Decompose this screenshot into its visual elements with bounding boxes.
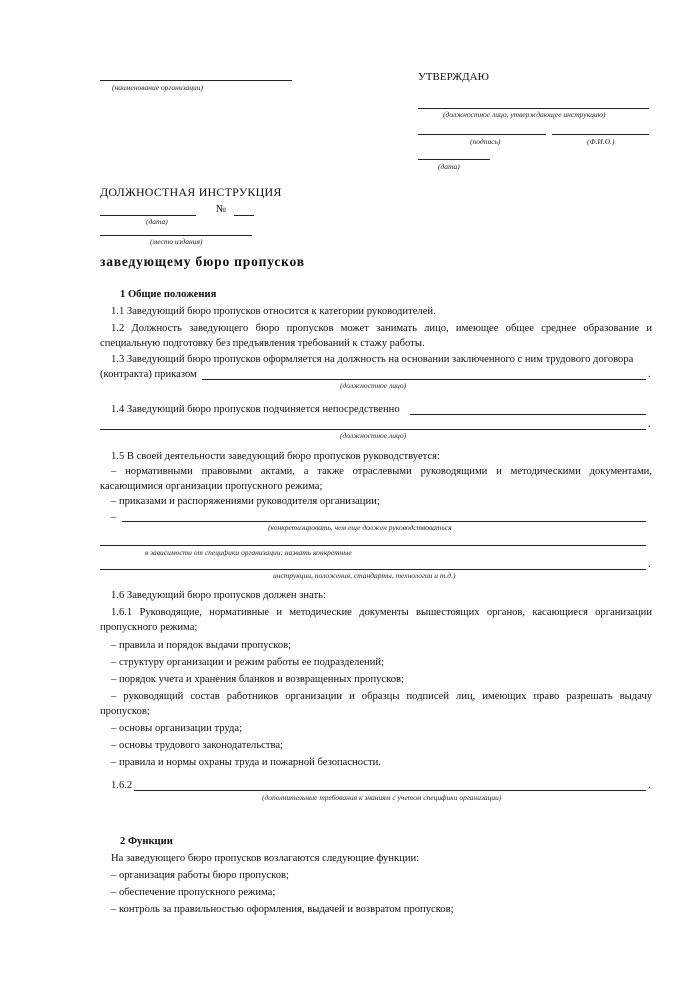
guidance-line-2[interactable] <box>100 545 646 546</box>
knowledge-item-3: – порядок учета и хранения бланков и возвращенных пропусков; <box>111 674 404 685</box>
period: . <box>648 559 651 570</box>
order-official-caption: (должностное лицо) <box>340 381 407 390</box>
knowledge-item-1: – правила и порядок выдачи пропусков; <box>111 640 292 651</box>
function-item-3: – контроль за правильностью оформления, выдачей и возвратом пропусков; <box>111 904 454 915</box>
dash: – <box>111 512 117 523</box>
section-1-heading: 1 Общие положения <box>120 289 217 300</box>
period: . <box>648 780 651 791</box>
place-caption: (место издания) <box>150 237 203 246</box>
section-2-heading: 2 Функции <box>120 836 173 847</box>
document-title: ДОЛЖНОСТНАЯ ИНСТРУКЦИЯ <box>100 185 282 199</box>
supervisor-line-2[interactable] <box>100 429 646 430</box>
signature-line[interactable] <box>418 134 546 135</box>
organization-name-caption: (наименование организации) <box>112 83 204 92</box>
guidance-line-3[interactable] <box>100 569 646 570</box>
paragraph-1-6: 1.6 Заведующий бюро пропусков должен знать: <box>111 590 326 601</box>
extra-knowledge-line[interactable] <box>134 790 646 791</box>
document-date-line[interactable] <box>100 215 196 216</box>
number-sign: № <box>216 204 227 215</box>
guidance-line-1[interactable] <box>122 521 646 522</box>
knowledge-item-7: – правила и нормы охраны труда и пожарной безопасности. <box>111 757 381 768</box>
knowledge-item-4: – руководящий состав работников организации и образцы подписей лиц, имеющих право разрешать выдачу пропусков; <box>100 691 652 717</box>
fio-caption: (Ф.И.О.) <box>587 137 615 146</box>
paragraph-1-5-item-2: – приказами и распоряжениями руководителя организации; <box>111 496 380 507</box>
paragraph-1-3: 1.3 Заведующий бюро пропусков оформляется на должность на основании заключенного с ним трудового договора <box>111 354 634 365</box>
paragraph-1-5: 1.5 В своей деятельности заведующий бюро пропусков руководствуется: <box>111 451 440 462</box>
function-item-1: – организация работы бюро пропусков; <box>111 870 289 881</box>
period: . <box>648 369 651 380</box>
extra-knowledge-caption: (дополнительные требования к знаниям с учетом специфики организации) <box>262 793 502 802</box>
functions-intro: На заведующего бюро пропусков возлагаются следующие функции: <box>111 853 420 864</box>
guidance-caption-1: (конкретизировать, чем еще должен руководствоваться <box>268 523 452 532</box>
knowledge-item-2: – структуру организации и режим работы ее подразделений; <box>111 657 385 668</box>
order-official-line[interactable] <box>202 379 646 380</box>
paragraph-1-5-item-1: – нормативными правовыми актами, а также отраслевыми руководящими и методическими документами, касающимися организации пропускного режима; <box>100 466 652 492</box>
supervisor-caption: (должностное лицо) <box>340 431 407 440</box>
paragraph-1-2: 1.2 Должность заведующего бюро пропусков может занимать лицо, имеющее общее среднее образование и специальную подготовку без предъявления требований к стажу работы. <box>100 323 652 349</box>
knowledge-item-6: – основы трудового законодательства; <box>111 740 283 751</box>
organization-name-line[interactable] <box>100 80 292 81</box>
paragraph-1-3-cont: (контракта) приказом <box>100 369 197 380</box>
document-subject: заведующему бюро пропусков <box>100 254 305 269</box>
paragraph-1-4: 1.4 Заведующий бюро пропусков подчиняется непосредственно <box>111 404 400 415</box>
knowledge-item-5: – основы организации труда; <box>111 723 243 734</box>
guidance-caption-2: в зависимости от специфики организации; назвать конкретные <box>145 548 352 557</box>
guidance-caption-3: инструкции, положения, стандарты, технологии и т.д.) <box>273 571 456 580</box>
fio-line[interactable] <box>552 134 649 135</box>
approver-position-caption: (должностное лицо, утверждающее инструкцию) <box>443 110 606 119</box>
approval-date-line[interactable] <box>418 159 490 160</box>
document-number-line[interactable] <box>234 215 254 216</box>
paragraph-1-6-1: 1.6.1 Руководящие, нормативные и методические документы вышестоящих органов, касающиеся организации пропускного режима; <box>100 607 652 633</box>
paragraph-1-1: 1.1 Заведующий бюро пропусков относится к категории руководителей. <box>111 306 436 317</box>
approval-date-caption: (дата) <box>438 162 460 171</box>
document-date-caption: (дата) <box>146 217 168 226</box>
period: . <box>648 419 651 430</box>
approve-label: УТВЕРЖДАЮ <box>418 71 489 83</box>
paragraph-1-6-2: 1.6.2 <box>111 780 133 791</box>
supervisor-line-1[interactable] <box>410 414 646 415</box>
signature-caption: (подпись) <box>470 137 501 146</box>
place-line[interactable] <box>100 235 252 236</box>
approver-position-line[interactable] <box>418 108 649 109</box>
function-item-2: – обеспечение пропускного режима; <box>111 887 276 898</box>
